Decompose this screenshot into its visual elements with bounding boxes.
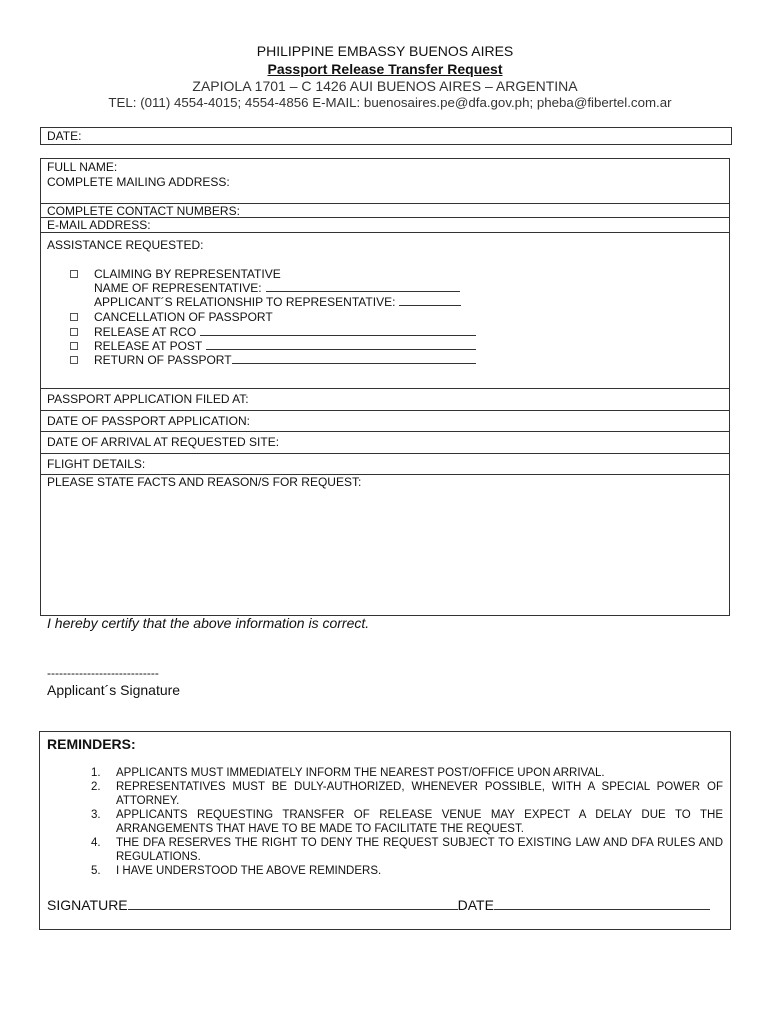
reminder-number: 5.	[91, 865, 101, 877]
assistance-requested-label: ASSISTANCE REQUESTED:	[47, 238, 204, 252]
option-label: CANCELLATION OF PASSPORT	[94, 310, 273, 324]
reminders-list	[91, 766, 723, 878]
reminder-item	[91, 836, 723, 864]
email-field[interactable]: E-MAIL ADDRESS:	[47, 218, 151, 232]
blank-line[interactable]	[232, 353, 476, 364]
divider	[41, 232, 729, 233]
applicant-signature-label: Applicant´s Signature	[47, 682, 181, 698]
reminder-item	[91, 864, 723, 878]
blank-line[interactable]	[200, 325, 476, 336]
contact-numbers-field[interactable]: COMPLETE CONTACT NUMBERS:	[47, 204, 240, 218]
divider	[41, 431, 729, 432]
option-label: APPLICANT´S RELATIONSHIP TO REPRESENTATIVE:	[94, 295, 396, 309]
arrival-date-field[interactable]: DATE OF ARRIVAL AT REQUESTED SITE:	[47, 435, 280, 449]
option-label: CLAIMING BY REPRESENTATIVE	[94, 267, 281, 281]
mailing-address-field[interactable]: COMPLETE MAILING ADDRESS:	[47, 175, 230, 189]
application-date-field[interactable]: DATE OF PASSPORT APPLICATION:	[47, 414, 250, 428]
reminder-number: 1.	[91, 767, 101, 779]
checkbox[interactable]	[70, 328, 78, 336]
filed-at-field[interactable]: PASSPORT APPLICATION FILED AT:	[47, 392, 249, 406]
date-label: DATE	[457, 897, 494, 913]
date-field[interactable]	[494, 896, 710, 910]
form-title: Passport Release Transfer Request	[267, 61, 503, 77]
blank-line[interactable]	[399, 295, 461, 306]
reminder-text: APPLICANTS MUST IMMEDIATELY INFORM THE NEAREST POST/OFFICE UPON ARRIVAL.	[116, 767, 605, 779]
divider	[41, 410, 729, 411]
date-field[interactable]	[40, 127, 732, 145]
option-label: RELEASE AT POST	[94, 339, 203, 353]
reminder-text: APPLICANTS REQUESTING TRANSFER OF RELEASE VENUE MAY EXPECT A DELAY DUE TO THE ARRANGEMENTS THAT HAVE TO BE MADE TO FACILITATE THE REQUEST.	[116, 809, 723, 835]
certification-statement: I hereby certify that the above information is correct.	[47, 615, 370, 631]
reminder-text: THE DFA RESERVES THE RIGHT TO DENY THE REQUEST SUBJECT TO EXISTING LAW AND DFA RULES AND REGULATIONS.	[116, 837, 723, 863]
reminder-item	[91, 780, 723, 808]
checkbox[interactable]	[70, 313, 78, 321]
reminder-number: 2.	[91, 781, 101, 793]
reminder-number: 3.	[91, 809, 101, 821]
signature-field[interactable]	[128, 896, 458, 910]
facts-reasons-field[interactable]: PLEASE STATE FACTS AND REASON/S FOR REQUEST:	[47, 475, 362, 489]
request-form	[40, 158, 730, 616]
embassy-address: ZAPIOLA 1701 – C 1426 AUI BUENOS AIRES – ARGENTINA	[192, 78, 578, 94]
signature-label: SIGNATURE	[47, 897, 128, 913]
blank-line[interactable]	[206, 339, 476, 350]
reminder-number: 4.	[91, 837, 101, 849]
full-name-field[interactable]: FULL NAME:	[47, 160, 118, 174]
reminder-item	[91, 766, 723, 780]
reminder-item	[91, 808, 723, 836]
embassy-contact: TEL: (011) 4554-4015; 4554-4856 E-MAIL: buenosaires.pe@dfa.gov.ph; pheba@fibertel.com.ar	[108, 95, 672, 110]
checkbox[interactable]	[70, 342, 78, 350]
reminders-box	[39, 731, 731, 930]
divider	[41, 388, 729, 389]
date-label: DATE:	[47, 129, 82, 143]
blank-line[interactable]	[266, 281, 460, 292]
checkbox[interactable]	[70, 270, 78, 278]
divider	[41, 453, 729, 454]
option-label: RETURN OF PASSPORT	[94, 353, 232, 367]
option-label: RELEASE AT RCO	[94, 325, 197, 339]
signature-dash-line[interactable]: ----------------------------	[47, 666, 159, 680]
option-label: NAME OF REPRESENTATIVE:	[94, 281, 262, 295]
reminder-text: REPRESENTATIVES MUST BE DULY-AUTHORIZED, WHENEVER POSSIBLE, WITH A SPECIAL POWER OF ATTORNEY.	[116, 781, 723, 807]
final-signature-row	[47, 896, 710, 913]
flight-details-field[interactable]: FLIGHT DETAILS:	[47, 457, 146, 471]
checkbox[interactable]	[70, 356, 78, 364]
reminders-title: REMINDERS:	[47, 736, 136, 752]
reminder-text: I HAVE UNDERSTOOD THE ABOVE REMINDERS.	[116, 865, 382, 877]
embassy-name: PHILIPPINE EMBASSY BUENOS AIRES	[256, 43, 514, 59]
